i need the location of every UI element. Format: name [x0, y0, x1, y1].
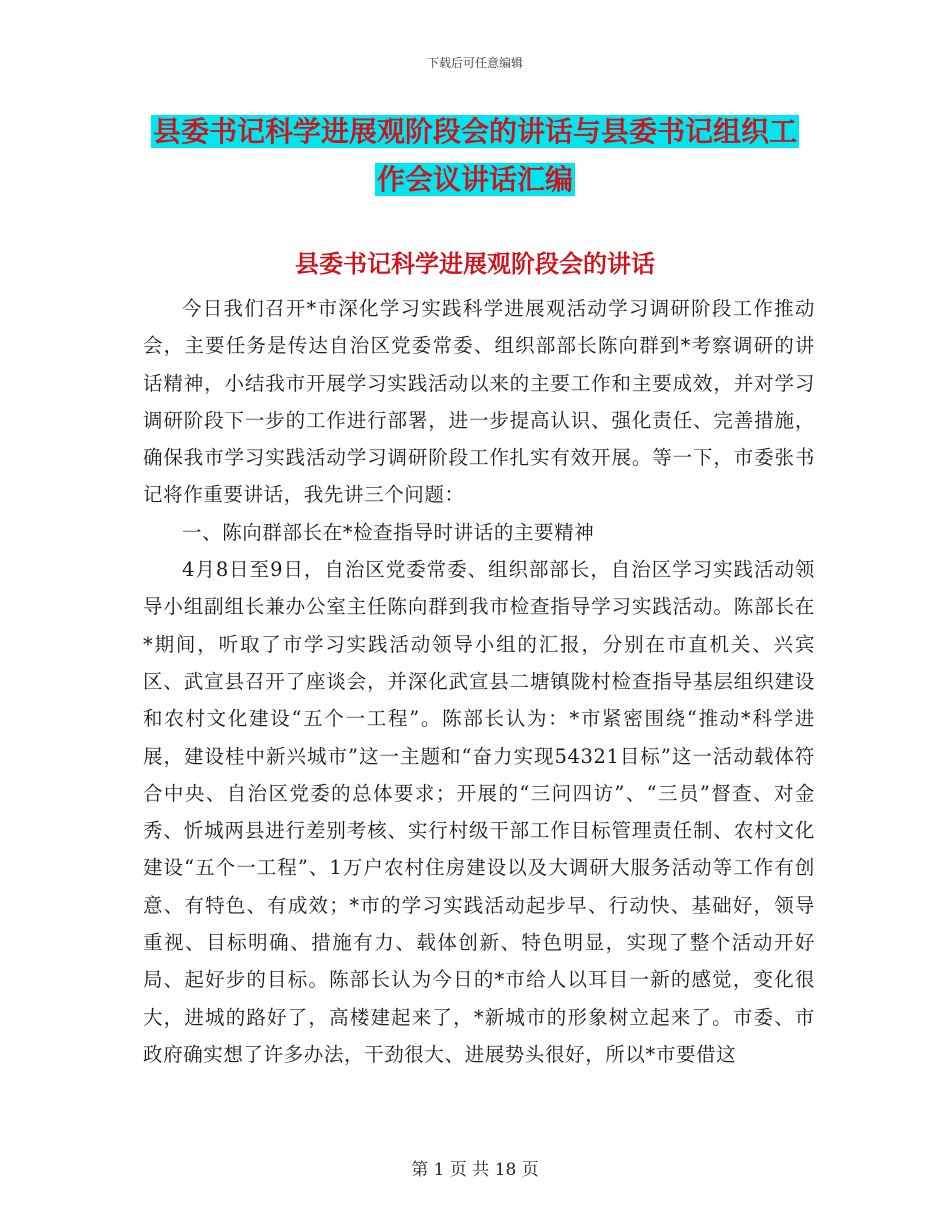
paragraph: 4月8日至9日，自治区党委常委、组织部部长，自治区学习实践活动领导小组副组长兼办公室主任陈向群到我市检查指导学习实践活动。陈部长在*期间，听取了市学习实践活动领导小组的汇报，分别在市直机关、兴宾区、武宣县召开了座谈会，并深化武宣县二塘镇陇村检查指导基层组织建设和农村文化建设“五个一工程”。陈部长认为：*市紧密围绕“推动*科学进展，建设桂中新兴城市”这一主题和“奋力实现54321目标”这一活动载体符合中央、自治区党委的总体要求；开展的“三问四访”、“三员”督查、对金秀、忻城两县进行差别考核、实行村级干部工作目标管理责任制、农村文化建设“五个一工程”、1万户农村住房建设以及大调研大服务活动等工作有创意、有特色、有成效；*市的学习实践活动起步早、行动快、基础好，领导重视、目标明确、措施有力、载体创新、特色明显，实现了整个活动开好局、起好步的目标。陈部长认为今日的*市给人以耳目一新的感觉，变化很大，进城的路好了，高楼建起来了，*新城市的形象树立起来了。市委、市政府确实想了许多办法，干劲很大、进展势头很好，所以*市要借这 — [143, 558, 815, 1066]
document-title — [150, 108, 800, 204]
document-title-line-1: 县委书记科学进展观阶段会的讲话与县委书记组织工 — [152, 115, 797, 148]
header-note: 下载后可任意编辑 — [426, 56, 523, 70]
paragraph: 一、陈向群部长在*检查指导时讲话的主要精神 — [182, 520, 595, 544]
document-title-line-2: 作会议讲话汇编 — [376, 163, 573, 196]
body-text — [143, 290, 815, 1073]
section-title: 县委书记科学进展观阶段会的讲话 — [295, 249, 655, 278]
paragraph: 今日我们召开*市深化学习实践科学进展观活动学习调研阶段工作推动会，主要任务是传达自治区党委常委、组织部部长陈向群到*考察调研的讲话精神，小结我市开展学习实践活动以来的主要工作和主要成效，并对学习调研阶段下一步的工作进行部署，进一步提高认识、强化责任、完善措施，确保我市学习实践活动学习调研阶段工作扎实有效开展。等一下，市委张书记将作重要讲话，我先讲三个问题： — [143, 297, 815, 507]
page-footer: 第 1 页 共 18 页 — [411, 1160, 539, 1180]
